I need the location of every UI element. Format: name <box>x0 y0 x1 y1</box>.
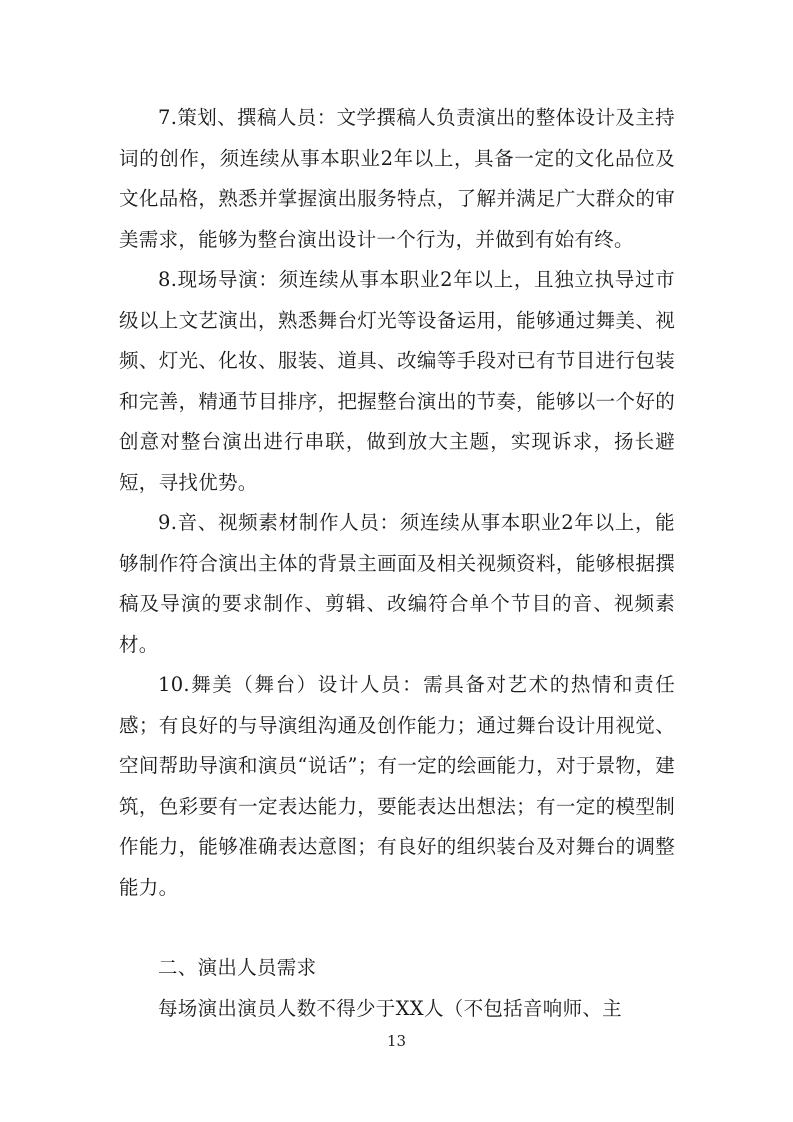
paragraph-stage-designers: 10.舞美（舞台）设计人员：需具备对艺术的热情和责任感；有良好的与导演组沟通及创作能力；通过舞台设计用视觉、空间帮助导演和演员“说话”；有一定的绘画能力，对于景物，建筑，色彩要有一定表达能力，要能表达出想法；有一定的模型制作能力，能够准确表达意图；有良好的组织装台及对舞台的调整能力。 <box>119 673 675 899</box>
paragraph-audio-video-producers: 9.音、视频素材制作人员：须连续从事本职业2年以上，能够制作符合演出主体的背景主画面及相关视频资料，能够根据撰稿及导演的要求制作、剪辑、改编符合单个节目的音、视频素材。 <box>119 511 675 656</box>
document-body <box>119 98 675 1029</box>
paragraph-performer-count: 每场演出演员人数不得少于XX人（不包括音响师、主 <box>158 996 622 1020</box>
paragraph-planning-writers: 7.策划、撰稿人员：文学撰稿人负责演出的整体设计及主持词的创作，须连续从事本职业2年以上，具备一定的文化品位及文化品格，熟悉并掌握演出服务特点，了解并满足广大群众的审美需求，能够为整台演出设计一个行为，并做到有始有终。 <box>119 106 675 251</box>
section-heading-performers: 二、演出人员需求 <box>158 956 317 979</box>
page-number: 13 <box>386 1032 407 1050</box>
paragraph-site-director: 8.现场导演：须连续从事本职业2年以上，且独立执导过市级以上文艺演出，熟悉舞台灯光等设备运用，能够通过舞美、视频、灯光、化妆、服装、道具、改编等手段对已有节目进行包装和完善，精通节目排序，把握整台演出的节奏，能够以一个好的创意对整台演出进行串联，做到放大主题，实现诉求，扬长避短，寻找优势。 <box>119 268 675 494</box>
